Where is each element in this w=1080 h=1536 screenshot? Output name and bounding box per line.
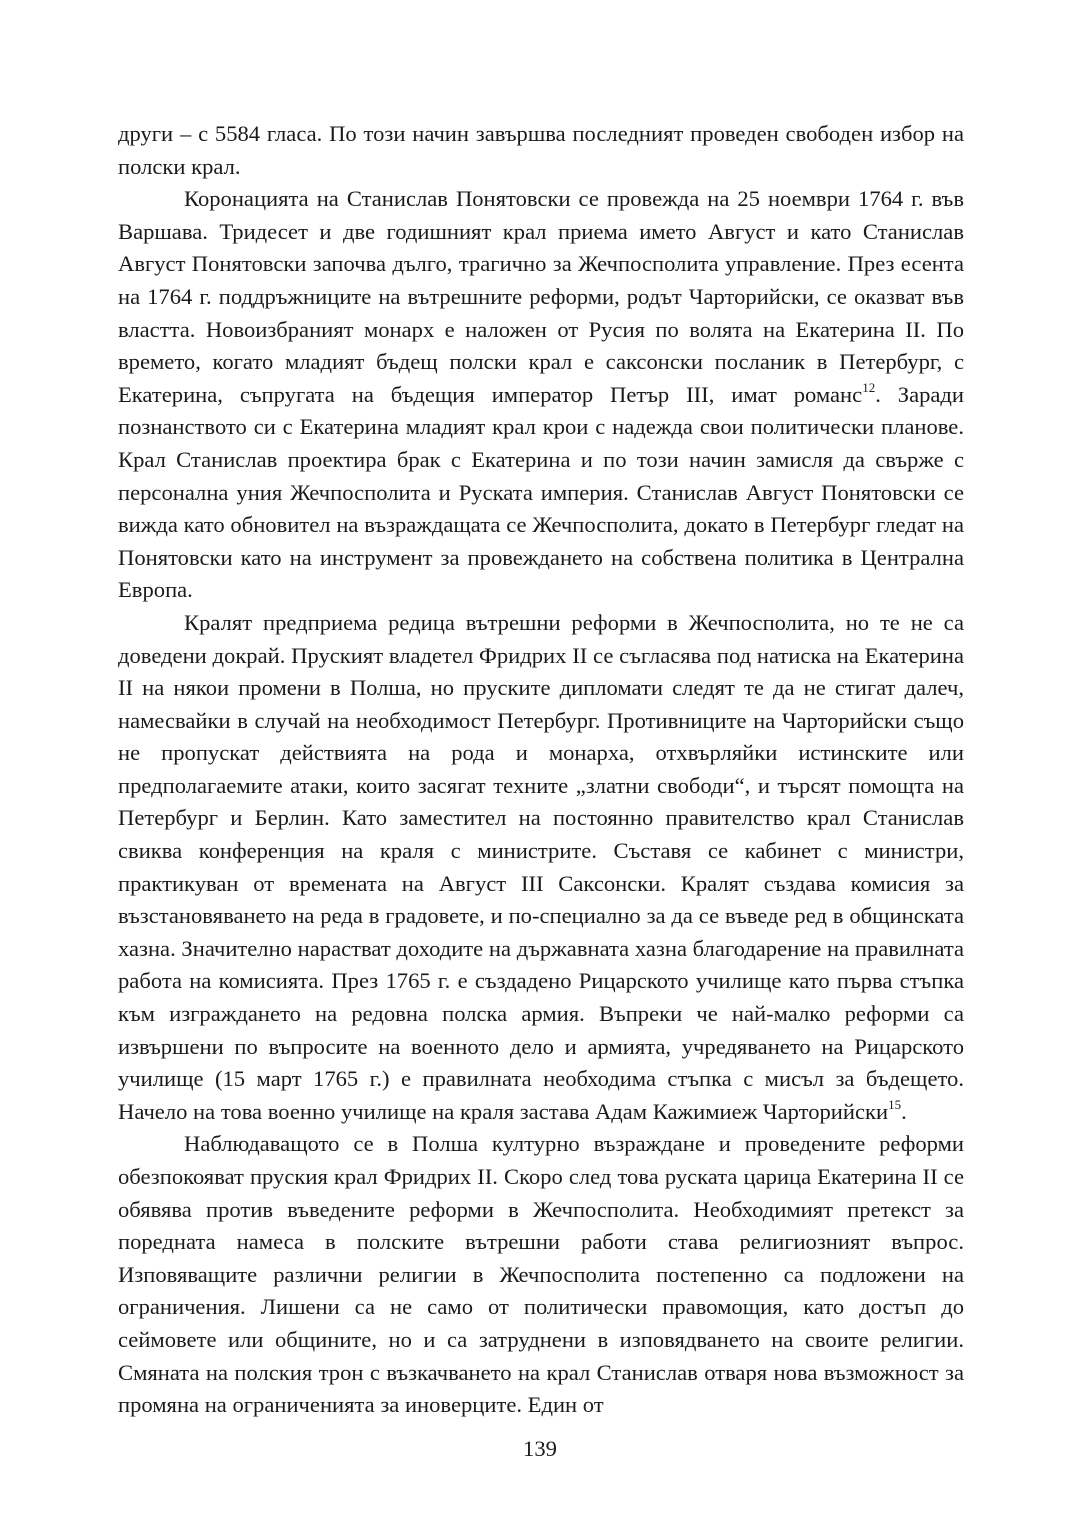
paragraph-text: Коронацията на Станислав Понятовски се провежда на 25 ноември 1764 г. във Варшава. Тридесет и две годишният крал приема името Август и като Станислав Август Понятовски започва дълго, трагично за Жечпосполита управление. През есента на 1764 г. поддръжниците на вътрешните реформи, родът Чарторийски, се оказват във властта. Новоизбраният монарх е наложен от Русия по волята на Екатерина II. По времето, когато младият бъдещ полски крал е саксонски посланик в Петербург, с Екатерина, съпругата на бъдещия император Петър III, имат романс xyxy=(118,186,964,407)
paragraph-text: . Заради познанството си с Екатерина младият крал крои с надежда свои политически планове. Крал Станислав проектира брак с Екатерина и по този начин замисля да свърже с персонална уния Жечпосполита и Руската империя. Станислав Август Понятовски се вижда като обновител на възраждащата се Жечпосполита, докато в Петербург гледат на Понятовски като на инструмент за провеждането на собствена политика в Централна Европа. xyxy=(118,381,965,603)
paragraph-text: Кралят предприема редица вътрешни реформи в Жечпосполита, но те не са доведени докрай. Пруският владетел Фридрих II се съгласява под натиска на Екатерина II на някои промени в Полша, но пруските дипломати следят те да не стигат далеч, намесвайки в случай на необходимост Петербург. Противниците на Чарторийски също не пропускат действията на рода и монарха, отхвърляйки истинските или предполагаемите атаки, които засягат техните „златни свободи“, и търсят помощта на Петербург и Берлин. Като заместител на постоянно правителство крал Станислав свиква конференция на краля с министрите. Съставя се кабинет с министри, практикуван от времената на Август III Саксонски. Кралят създава комисия за възстановяването на реда в градовете, и по-специално за да се въведе ред в общинската хазна. Значително нарастват доходите на държавната хазна благодарение на правилната работа на комисията. През 1765 г. е създадено Рицарското училище като първа стъпка към изграждането на редовна полска армия. Въпреки че най-малко реформи са извършени по въпросите на военното дело и армията, учредяването на Рицарското училище (15 март 1765 г.) е правилната необходима стъпка с мисъл за бъдещето. Начело на това военно училище на краля застава Адам Кажимиеж Чарторийски xyxy=(118,609,964,1124)
body-text xyxy=(118,118,964,1422)
footnote-marker[interactable]: 15 xyxy=(888,1097,902,1113)
paragraph-text: . xyxy=(901,1098,907,1124)
footnote-marker[interactable]: 12 xyxy=(862,380,876,396)
paragraph-coronation xyxy=(118,183,964,607)
paragraph-cultural-revival: Наблюдаващото се в Полша културно възраждане и проведените реформи обезпокояват пруския крал Фридрих II. Скоро след това руската царица Екатерина II се обявява против въведените реформи в Жечпосполита. Необходимият претекст за поредната намеса в полските вътрешни работи става религиозният въпрос. Изповяващите различни религии в Жечпосполита постепенно са подложени на ограничения. Лишени са не само от политически правомощия, като достъп до сеймовете или общините, но и са затруднени в изповядването на своите религии. Смяната на полския трон с възкачването на крал Станислав отваря нова възможност за промяна на ограниченията за иноверците. Един от xyxy=(118,1131,964,1418)
page-number: 139 xyxy=(523,1436,557,1461)
paragraph-continuation: други – с 5584 гласа. По този начин завършва последният проведен свободен избор на полски крал. xyxy=(118,121,964,179)
paragraph-reforms xyxy=(118,607,964,1129)
